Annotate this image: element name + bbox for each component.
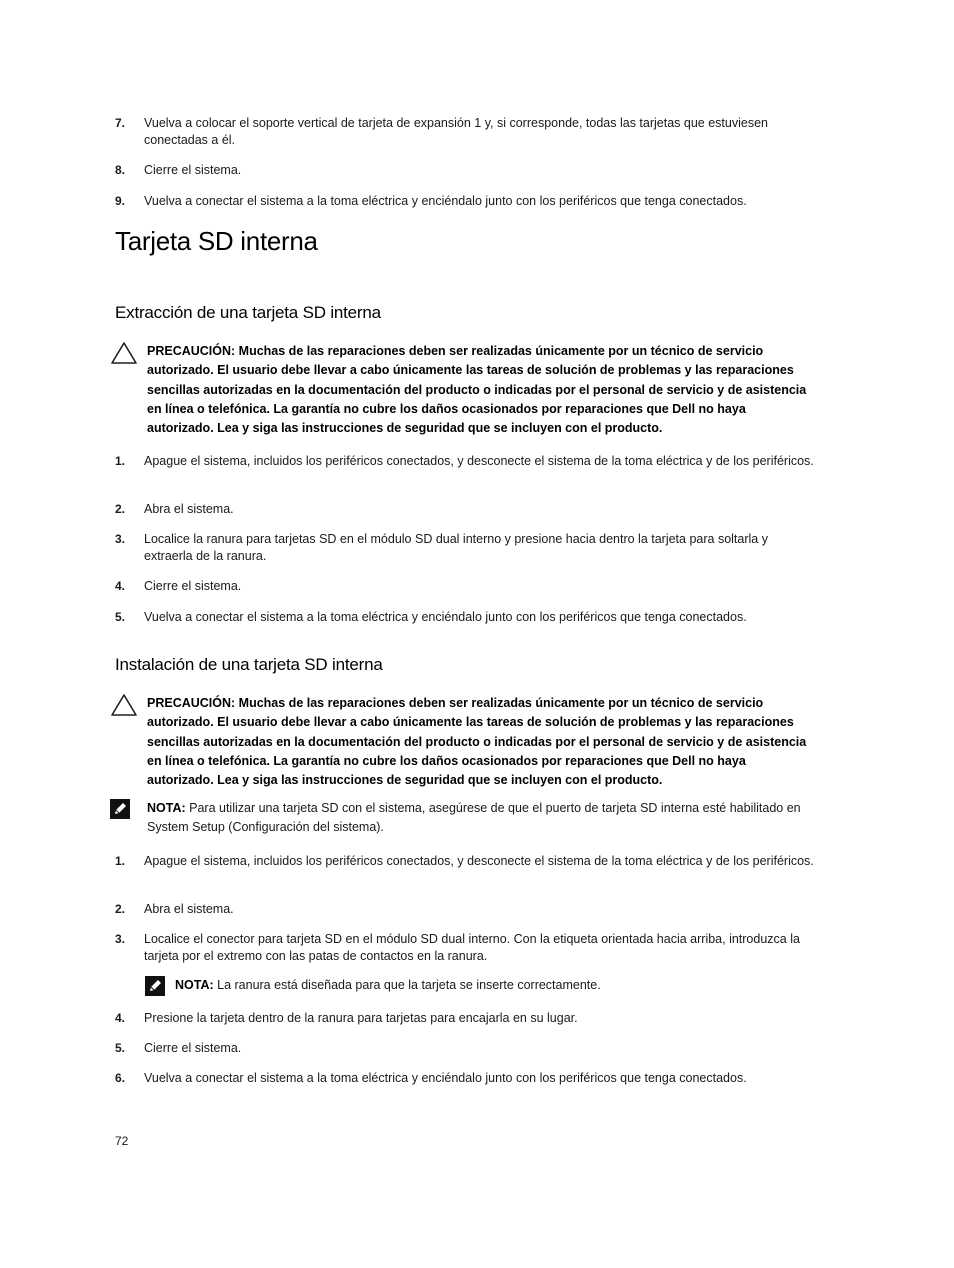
note-body: Para utilizar una tarjeta SD con el sistema, asegúrese de que el puerto de tarjeta SD interna esté habilitado en System Setup (Configuración del sistema). xyxy=(147,801,801,834)
step-number: 4. xyxy=(115,579,126,593)
step-text: Vuelva a conectar el sistema a la toma eléctrica y enciéndalo junto con los periféricos que tenga conectados. xyxy=(144,194,747,208)
section-heading-removal: Extracción de una tarjeta SD interna xyxy=(115,303,381,322)
note-text xyxy=(175,976,805,995)
step-number: 7. xyxy=(115,116,126,130)
step-number: 2. xyxy=(115,902,126,916)
step-number: 1. xyxy=(115,854,126,868)
step-number: 9. xyxy=(115,194,126,208)
step-text: Cierre el sistema. xyxy=(144,1041,242,1055)
step-text: Vuelva a conectar el sistema a la toma eléctrica y enciéndalo junto con los periféricos que tenga conectados. xyxy=(144,1071,747,1085)
step-text: Localice la ranura para tarjetas SD en el módulo SD dual interno y presione hacia dentro la tarjeta para soltarla y extraerla de la ranura. xyxy=(144,532,768,563)
step-text: Localice el conector para tarjeta SD en el módulo SD dual interno. Con la etiqueta orientada hacia arriba, introduzca la tarjeta por el extremo con las patas de contactos en la ranura. xyxy=(144,932,800,963)
note-body: La ranura está diseñada para que la tarjeta se inserte correctamente. xyxy=(213,978,601,992)
page-title: Tarjeta SD interna xyxy=(115,226,318,256)
step-number: 4. xyxy=(115,1011,126,1025)
step-text: Abra el sistema. xyxy=(144,902,234,916)
step-number: 6. xyxy=(115,1071,126,1085)
step-number: 8. xyxy=(115,163,126,177)
step-number: 2. xyxy=(115,502,126,516)
step-number: 3. xyxy=(115,532,126,546)
step-number: 3. xyxy=(115,932,126,946)
step-text: Abra el sistema. xyxy=(144,502,234,516)
note-text xyxy=(147,799,812,837)
warning-triangle-icon xyxy=(110,693,138,717)
step-number: 5. xyxy=(115,1041,126,1055)
section-heading-install: Instalación de una tarjeta SD interna xyxy=(115,655,383,674)
note-label: NOTA: xyxy=(175,978,214,992)
page-number: 72 xyxy=(115,1134,129,1148)
step-text: Cierre el sistema. xyxy=(144,579,242,593)
step-text: Apague el sistema, incluidos los periféricos conectados, y desconecte el sistema de la toma eléctrica y de los periféricos. xyxy=(144,854,814,868)
note-label: NOTA: xyxy=(147,801,186,815)
caution-text: PRECAUCIÓN: Muchas de las reparaciones deben ser realizadas únicamente por un técnico de servicio autorizado. El usuario debe llevar a cabo únicamente las tareas de solución de problemas y las reparaciones sencillas autorizadas en la documentación del producto o indicadas por el personal de servicio y de asistencia en línea o telefónica. La garantía no cubre los daños ocasionados por reparaciones que Dell no haya autorizado. Lea y siga las instrucciones de seguridad que se incluyen con el producto. xyxy=(147,696,807,788)
step-text: Cierre el sistema. xyxy=(144,163,242,177)
step-number: 5. xyxy=(115,610,126,624)
caution-text: PRECAUCIÓN: Muchas de las reparaciones deben ser realizadas únicamente por un técnico de servicio autorizado. El usuario debe llevar a cabo únicamente las tareas de solución de problemas y las reparaciones sencillas autorizadas en la documentación del producto o indicadas por el personal de servicio y de asistencia en línea o telefónica. La garantía no cubre los daños ocasionados por reparaciones que Dell no haya autorizado. Lea y siga las instrucciones de seguridad que se incluyen con el producto. xyxy=(147,344,807,436)
warning-triangle-icon xyxy=(110,341,138,365)
note-pencil-icon xyxy=(110,799,130,819)
step-text: Vuelva a colocar el soporte vertical de tarjeta de expansión 1 y, si corresponde, todas las tarjetas que estuviesen conectadas a él. xyxy=(144,116,768,147)
step-text: Apague el sistema, incluidos los periféricos conectados, y desconecte el sistema de la toma eléctrica y de los periféricos. xyxy=(144,454,814,468)
note-pencil-icon xyxy=(145,976,165,996)
step-text: Presione la tarjeta dentro de la ranura para tarjetas para encajarla en su lugar. xyxy=(144,1011,578,1025)
step-text: Vuelva a conectar el sistema a la toma eléctrica y enciéndalo junto con los periféricos que tenga conectados. xyxy=(144,610,747,624)
step-number: 1. xyxy=(115,454,126,468)
